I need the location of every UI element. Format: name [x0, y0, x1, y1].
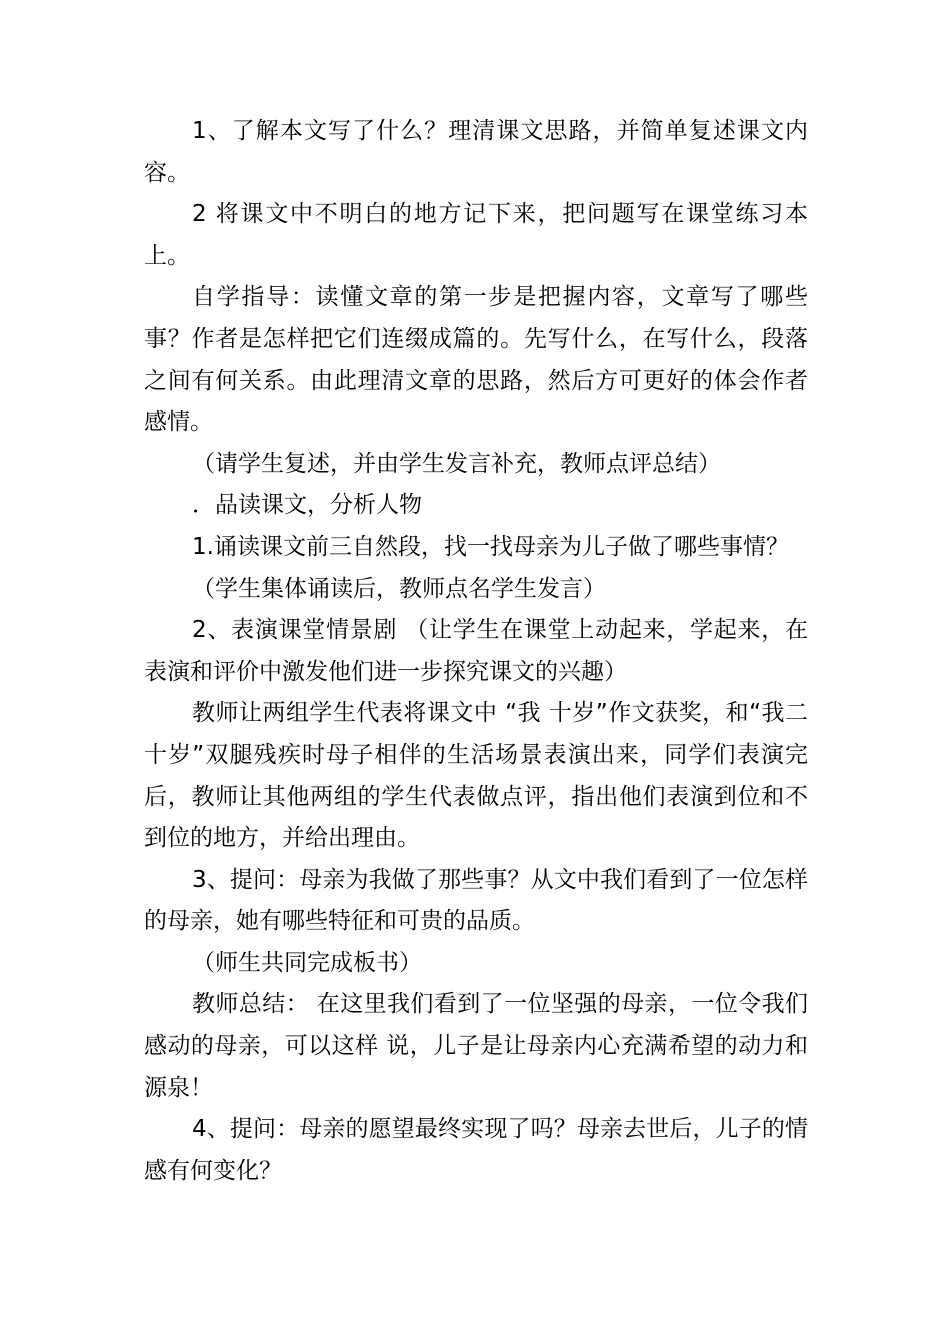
paragraph-teacher-summary: 教师总结： 在这里我们看到了一位坚强的母亲，一位令我们感动的母亲，可以这样 说，儿子是让母亲内心充满希望的动力和源泉！ — [144, 991, 808, 1101]
paragraph-task-2: 2 将课文中不明白的地方记下来，把问题写在课堂练习本上。 — [144, 201, 808, 269]
paragraph-self-study-guide: 自学指导：读懂文章的第一步是把握内容，文章写了哪些事？作者是怎样把它们连缀成篇的。先写什么，在写什么，段落之间有何关系。由此理清文章的思路，然后方可更好的体会作者感情。 — [144, 284, 808, 436]
paragraph-reading-task: 1.诵读课文前三自然段，找一找母亲为儿子做了哪些事情？ — [192, 533, 789, 560]
paragraph-question-4: 4、提问：母亲的愿望最终实现了吗？母亲去世后，儿子的情感有何变化？ — [144, 1116, 808, 1184]
paragraph-reading-note: （学生集体诵读后，教师点名学生发言） — [192, 575, 606, 602]
paragraph-drama-task: 2、表演课堂情景剧 （让学生在课堂上动起来，学起来，在表演和评价中激发他们进一步探究课文的兴趣） — [144, 617, 808, 685]
paragraph-question-3: 3、提问：母亲为我做了那些事？从文中我们看到了一位怎样的母亲，她有哪些特征和可贵的品质。 — [144, 866, 808, 935]
paragraph-board-note: （师生共同完成板书） — [192, 949, 422, 976]
paragraph-retell-note: （请学生复述，并由学生发言补充，教师点评总结） — [192, 450, 721, 477]
document-body — [144, 111, 808, 1192]
paragraph-drama-instructions: 教师让两组学生代表将课文中 “我 十岁”作文获奖，和“我二十岁”双腿残疾时母子相伴的生活场景表演出来，同学们表演完后，教师让其他两组的学生代表做点评，指出他们表演到位和不到位的地方，并给出理由。 — [144, 700, 808, 852]
paragraph-section-heading: ．品读课文，分析人物 — [192, 492, 422, 519]
paragraph-task-1: 1、了解本文写了什么？理清课文思路，并简单复述课文内容。 — [144, 118, 808, 186]
